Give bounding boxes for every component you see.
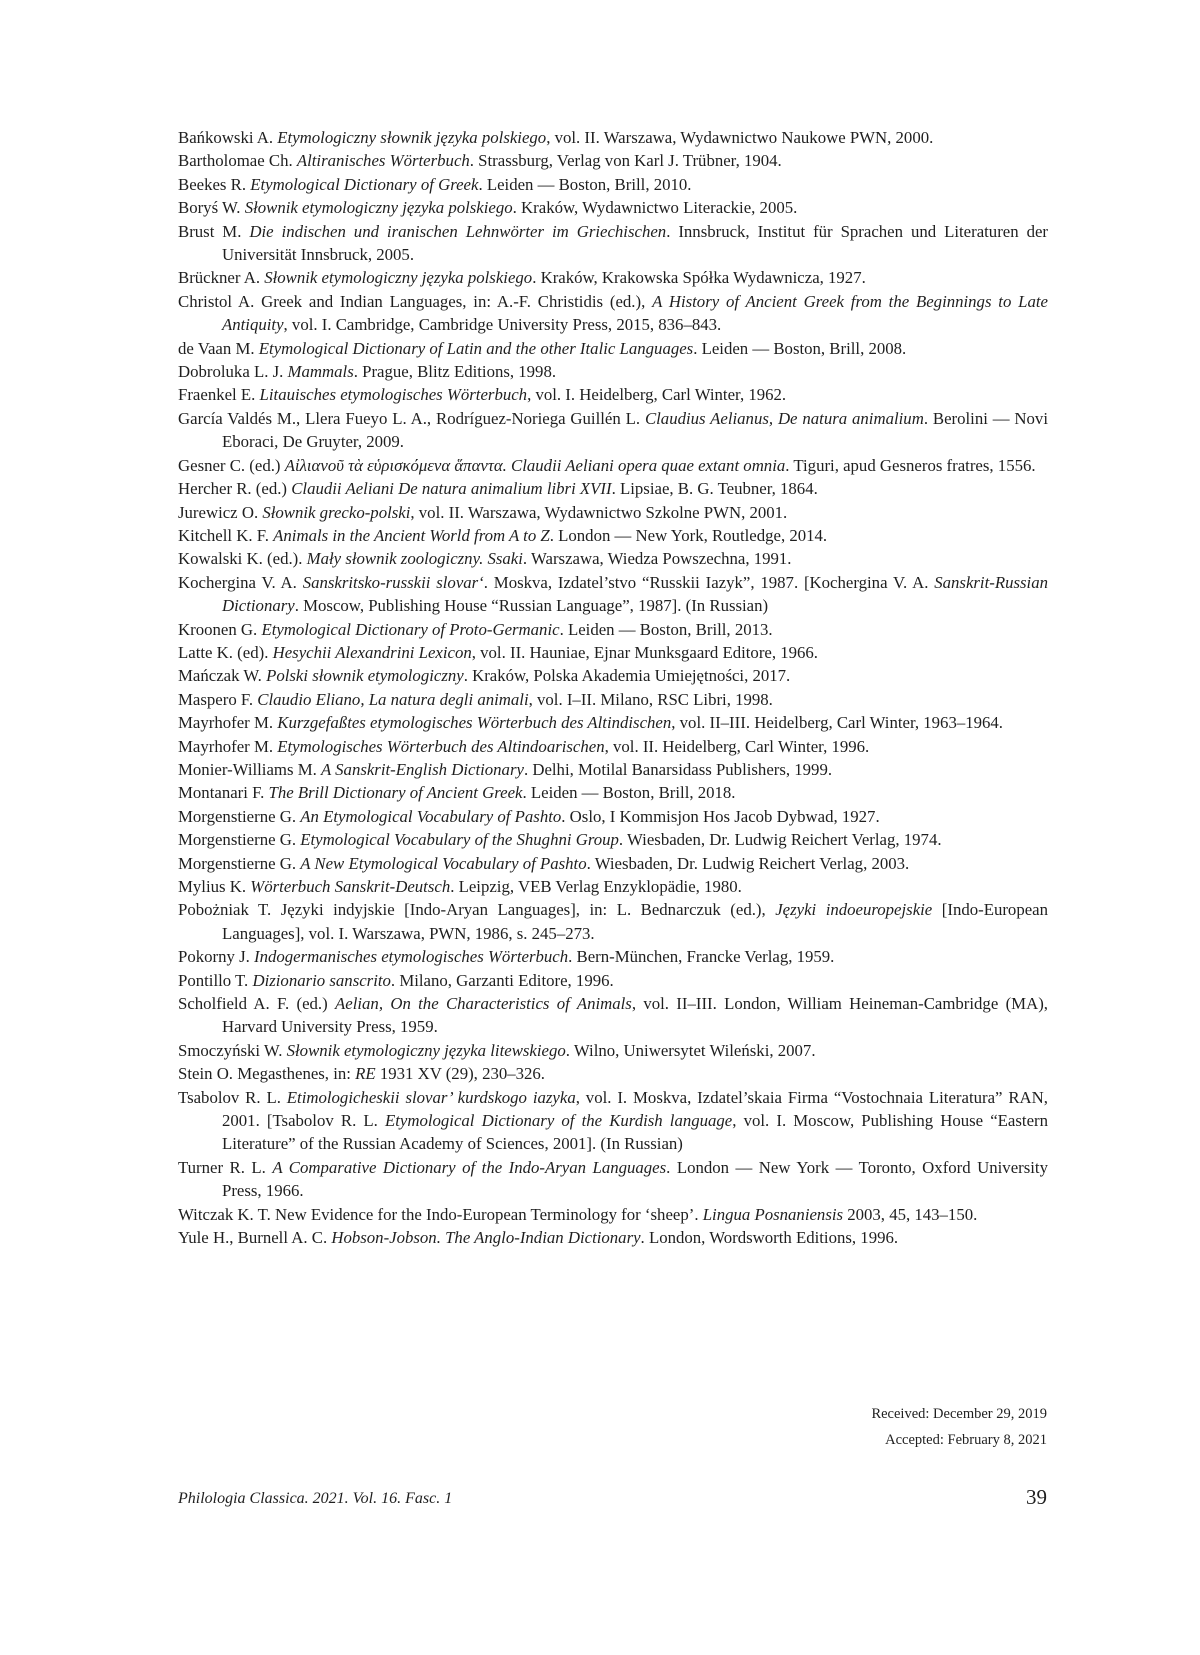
reference-text: Mayrhofer M. xyxy=(178,713,278,733)
reference-entry xyxy=(178,945,1048,968)
reference-title: Etymological Dictionary of Latin and the other Italic Languages xyxy=(258,338,694,358)
reference-text: . Berolini — Novi Eboraci, De Gruyter, 2009. xyxy=(222,408,1048,452)
reference-text: . Kraków, Wydawnictwo Literackie, 2005. xyxy=(512,198,798,218)
reference-title: Αἰλιανοῦ τὰ εὑρισκόμενα ἅπαντα. Claudii Aeliani opera quae extant omnia xyxy=(284,455,786,475)
reference-text: . Wiesbaden, Dr. Ludwig Reichert Verlag, 2003. xyxy=(586,853,910,873)
reference-text: Montanari F. xyxy=(178,783,269,803)
reference-text: Turner R. L. xyxy=(178,1157,273,1177)
reference-text: Kowalski K. (ed.). xyxy=(178,549,307,569)
reference-title: Etymological Dictionary of Greek xyxy=(250,174,479,194)
reference-title: A Sanskrit-English Dictionary xyxy=(321,759,524,779)
reference-entry xyxy=(178,173,1048,196)
reference-title: Indogermanisches etymologisches Wörterbuch xyxy=(254,947,569,967)
reference-text: . Moskva, Izdatel’stvo “Russkii Iazyk”, 1987. [Kochergina V. A. xyxy=(483,572,935,592)
reference-entry xyxy=(178,664,1048,687)
reference-text: Hercher R. (ed.) xyxy=(178,479,292,499)
reference-text: Morgenstierne G. xyxy=(178,830,301,850)
reference-text: . London — New York, Routledge, 2014. xyxy=(549,525,828,545)
reference-title: Etymologiczny słownik języka polskiego xyxy=(277,128,547,147)
reference-text: García Valdés M., Llera Fueyo L. A., Rodríguez-Noriega Guillén L. xyxy=(178,408,645,428)
reference-title: Polski słownik etymologiczny xyxy=(266,666,464,686)
reference-title: Etymological Dictionary of the Kurdish language xyxy=(384,1111,733,1131)
reference-title: Etymologisches Wörterbuch des Altindoarischen xyxy=(277,736,605,756)
reference-text: . Prague, Blitz Editions, 1998. xyxy=(353,362,557,382)
reference-text: . Milano, Garzanti Editore, 1996. xyxy=(390,970,614,990)
reference-entry xyxy=(178,266,1048,289)
reference-text: Jurewicz O. xyxy=(178,502,263,522)
reference-title: Sanskritsko-russkii slovar‘ xyxy=(302,572,484,592)
reference-text: 1931 XV (29), 230–326. xyxy=(375,1064,546,1084)
reference-entry xyxy=(178,407,1048,454)
reference-title: Sanskrit-Russian Dictionary xyxy=(222,572,1048,616)
reference-text: . London — New York — Toronto, Oxford University Press, 1966. xyxy=(222,1157,1048,1201)
reference-title: Litauisches etymologisches Wörterbuch xyxy=(259,385,528,405)
reference-title: A Comparative Dictionary of the Indo-Aryan Languages xyxy=(272,1157,667,1177)
reference-entry xyxy=(178,1086,1048,1156)
reference-entry xyxy=(178,126,1048,149)
reference-entry xyxy=(178,149,1048,172)
reference-title: RE xyxy=(355,1064,376,1084)
reference-text: Beekes R. xyxy=(178,174,251,194)
reference-text: Fraenkel E. xyxy=(178,385,260,405)
reference-entry xyxy=(178,805,1048,828)
reference-title: Słownik etymologiczny języka litewskiego xyxy=(286,1040,566,1060)
reference-text: . Wilno, Uniwersytet Wileński, 2007. xyxy=(565,1040,816,1060)
reference-title: Etymological Vocabulary of the Shughni Group xyxy=(300,830,619,850)
reference-text: . Strassburg, Verlag von Karl J. Trübner, 1904. xyxy=(469,151,782,171)
reference-title: Słownik grecko-polski xyxy=(262,502,411,522)
article-dates xyxy=(871,1401,1047,1453)
reference-text: . Leiden — Boston, Brill, 2010. xyxy=(478,174,692,194)
reference-text: Kroonen G. xyxy=(178,619,262,639)
reference-title: Altiranisches Wörterbuch xyxy=(296,151,470,171)
reference-text: . Leiden — Boston, Brill, 2013. xyxy=(559,619,773,639)
reference-text: Dobroluka L. J. xyxy=(178,362,288,382)
reference-entry xyxy=(178,875,1048,898)
reference-entry xyxy=(178,383,1048,406)
reference-title: Hesychii Alexandrini Lexicon xyxy=(272,642,472,662)
reference-entry xyxy=(178,220,1048,267)
accepted-date: Accepted: February 8, 2021 xyxy=(885,1432,1047,1448)
reference-text: Morgenstierne G. xyxy=(178,853,301,873)
reference-text: . Wiesbaden, Dr. Ludwig Reichert Verlag, 1974. xyxy=(618,830,942,850)
reference-entry xyxy=(178,196,1048,219)
reference-text: Scholfield A. F. (ed.) xyxy=(178,994,336,1014)
reference-list xyxy=(178,126,1048,1250)
reference-entry xyxy=(178,1039,1048,1062)
reference-text: Witczak K. T. New Evidence for the Indo-European Terminology for ‘sheep’. xyxy=(178,1204,703,1224)
reference-entry xyxy=(178,1156,1048,1203)
reference-text: Latte K. (ed). xyxy=(178,642,273,662)
reference-entry xyxy=(178,992,1048,1039)
reference-text: , vol. I. Cambridge, Cambridge University Press, 2015, 836–843. xyxy=(283,315,722,335)
reference-entry xyxy=(178,290,1048,337)
reference-text: Bańkowski A. xyxy=(178,128,278,147)
reference-title: Hobson-Jobson. The Anglo-Indian Dictionary xyxy=(331,1228,641,1248)
received-date: Received: December 29, 2019 xyxy=(871,1406,1047,1422)
reference-text: Pokorny J. xyxy=(178,947,254,967)
reference-text: . Leipzig, VEB Verlag Enzyklopädie, 1980. xyxy=(450,877,742,896)
reference-title: Mały słownik zoologiczny. Ssaki xyxy=(306,549,523,569)
reference-entry xyxy=(178,360,1048,383)
reference-entry xyxy=(178,758,1048,781)
reference-text: . Moscow, Publishing House “Russian Language”, 1987]. (In Russian) xyxy=(294,596,769,616)
reference-text: , vol. II. Warszawa, Wydawnictwo Naukowe PWN, 2000. xyxy=(546,128,934,147)
reference-entry xyxy=(178,524,1048,547)
reference-text: . Warszawa, Wiedza Powszechna, 1991. xyxy=(522,549,792,569)
reference-title: Mammals xyxy=(287,362,354,382)
reference-title: Claudii Aeliani De natura animalium libri XVII xyxy=(291,479,612,499)
reference-text: Kitchell K. F. xyxy=(178,525,274,545)
reference-text: , vol. II–III. Heidelberg, Carl Winter, 1963–1964. xyxy=(671,713,1003,733)
reference-text: Tsabolov R. L. xyxy=(178,1087,287,1107)
reference-entry xyxy=(178,454,1048,477)
reference-text: . Kraków, Polska Akademia Umiejętności, 2017. xyxy=(463,666,791,686)
reference-title: An Etymological Vocabulary of Pashto xyxy=(300,806,562,826)
reference-entry xyxy=(178,501,1048,524)
reference-text: . Innsbruck, Institut für Sprachen und Literaturen der Universität Innsbruck, 2005. xyxy=(222,221,1048,265)
reference-entry xyxy=(178,571,1048,618)
reference-text: . Leiden — Boston, Brill, 2008. xyxy=(693,338,907,358)
reference-text: Pontillo T. xyxy=(178,970,253,990)
reference-entry xyxy=(178,618,1048,641)
reference-text: de Vaan M. xyxy=(178,338,259,358)
reference-text: Maspero F. xyxy=(178,689,258,709)
reference-title: Słownik etymologiczny języka polskiego xyxy=(244,198,513,218)
reference-title: Claudius Aelianus, De natura animalium xyxy=(644,408,924,428)
reference-text: Brust M. xyxy=(178,221,250,241)
reference-entry xyxy=(178,641,1048,664)
reference-text: . London, Wordsworth Editions, 1996. xyxy=(640,1228,899,1248)
reference-text: . Leiden — Boston, Brill, 2018. xyxy=(522,783,736,803)
reference-entry xyxy=(178,781,1048,804)
reference-entry xyxy=(178,477,1048,500)
reference-entry xyxy=(178,547,1048,570)
reference-text: , vol. II. Hauniae, Ejnar Munksgaard Editore, 1966. xyxy=(471,642,819,662)
reference-text: Bartholomae Ch. xyxy=(178,151,297,171)
reference-text: Yule H., Burnell A. C. xyxy=(178,1228,332,1248)
reference-title: The Brill Dictionary of Ancient Greek xyxy=(268,783,523,803)
reference-text: , vol. II. Warszawa, Wydawnictwo Szkolne PWN, 2001. xyxy=(410,502,788,522)
reference-text: Smoczyński W. xyxy=(178,1040,287,1060)
reference-title: Animals in the Ancient World from A to Z xyxy=(273,525,550,545)
reference-text: 2003, 45, 143–150. xyxy=(843,1204,978,1224)
reference-entry xyxy=(178,688,1048,711)
reference-title: Kurzgefaßtes etymologisches Wörterbuch des Altindischen xyxy=(277,713,672,733)
reference-text: Pobożniak T. Języki indyjskie [Indo-Aryan Languages], in: L. Bednarczuk (ed.), xyxy=(178,900,776,920)
page-number: 39 xyxy=(1026,1485,1047,1509)
reference-title: Wörterbuch Sanskrit-Deutsch xyxy=(250,877,451,896)
reference-text: . Bern-München, Francke Verlag, 1959. xyxy=(568,947,835,967)
reference-title: Dizionario sanscrito xyxy=(252,970,391,990)
reference-title: Aelian, On the Characteristics of Animals xyxy=(335,994,632,1014)
reference-entry xyxy=(178,711,1048,734)
reference-entry xyxy=(178,1203,1048,1226)
reference-text: . Delhi, Motilal Banarsidass Publishers, 1999. xyxy=(523,759,833,779)
reference-text: [Indo-European Languages], vol. I. Warszawa, PWN, 1986, s. 245–273. xyxy=(222,900,1049,943)
reference-text: , vol. II–III. London, William Heineman-Cambridge (MA), Harvard University Press, 1959. xyxy=(222,994,1048,1037)
reference-text: Boryś W. xyxy=(178,198,245,218)
reference-text: , vol. I–II. Milano, RSC Libri, 1998. xyxy=(528,689,773,709)
reference-text: Christol A. Greek and Indian Languages, in: A.-F. Christidis (ed.), xyxy=(178,291,653,311)
reference-title: A History of Ancient Greek from the Beginnings to Late Antiquity xyxy=(222,291,1048,335)
reference-text: Mylius K. xyxy=(178,877,251,896)
reference-text: . Lipsiae, B. G. Teubner, 1864. xyxy=(611,479,818,499)
reference-entry xyxy=(178,898,1048,945)
reference-text: Mańczak W. xyxy=(178,666,267,686)
reference-title: Słownik etymologiczny języka polskiego xyxy=(264,268,533,288)
reference-text: Monier-Williams M. xyxy=(178,759,322,779)
reference-title: Die indischen und iranischen Lehnwörter im Griechischen xyxy=(249,221,667,241)
reference-title: Języki indoeuropejskie xyxy=(775,900,933,920)
reference-text: . Oslo, I Kommisjon Hos Jacob Dybwad, 1927. xyxy=(561,806,880,826)
reference-text: Morgenstierne G. xyxy=(178,806,301,826)
reference-title: Etimologicheskii slovar’ kurdskogo iazyka xyxy=(286,1087,576,1107)
reference-entry xyxy=(178,337,1048,360)
reference-title: Lingua Posnaniensis xyxy=(702,1204,844,1224)
reference-text: , vol. II. Heidelberg, Carl Winter, 1996. xyxy=(604,736,870,756)
reference-title: Etymological Dictionary of Proto-Germanic xyxy=(261,619,560,639)
reference-entry xyxy=(178,1226,1048,1249)
reference-entry xyxy=(178,969,1048,992)
reference-text: , vol. I. Moscow, Publishing House “Eastern Literature” of the Russian Academy of Sciences, 2001]. (In Russian) xyxy=(222,1111,1048,1154)
reference-entry xyxy=(178,852,1048,875)
reference-title: A New Etymological Vocabulary of Pashto xyxy=(300,853,587,873)
reference-text: Kochergina V. A. xyxy=(178,572,303,592)
reference-text: . Tiguri, apud Gesneros fratres, 1556. xyxy=(785,455,1036,475)
reference-text: , vol. I. Moskva, Izdatel’skaia Firma “Vostochnaia Literatura” RAN, 2001. [Tsabolov R. L. xyxy=(222,1087,1048,1131)
reference-text: , vol. I. Heidelberg, Carl Winter, 1962. xyxy=(527,385,787,405)
reference-text: . Kraków, Krakowska Spółka Wydawnicza, 1927. xyxy=(532,268,866,288)
reference-text: Brückner A. xyxy=(178,268,265,288)
reference-text: Mayrhofer M. xyxy=(178,736,278,756)
journal-footer: Philologia Classica. 2021. Vol. 16. Fasc. 1 xyxy=(178,1490,453,1507)
reference-text: Gesner C. (ed.) xyxy=(178,455,285,475)
reference-entry xyxy=(178,1062,1048,1085)
reference-entry xyxy=(178,735,1048,758)
reference-entry xyxy=(178,828,1048,851)
reference-title: Claudio Eliano, La natura degli animali xyxy=(257,689,529,709)
reference-text: Stein O. Megasthenes, in: xyxy=(178,1064,356,1084)
